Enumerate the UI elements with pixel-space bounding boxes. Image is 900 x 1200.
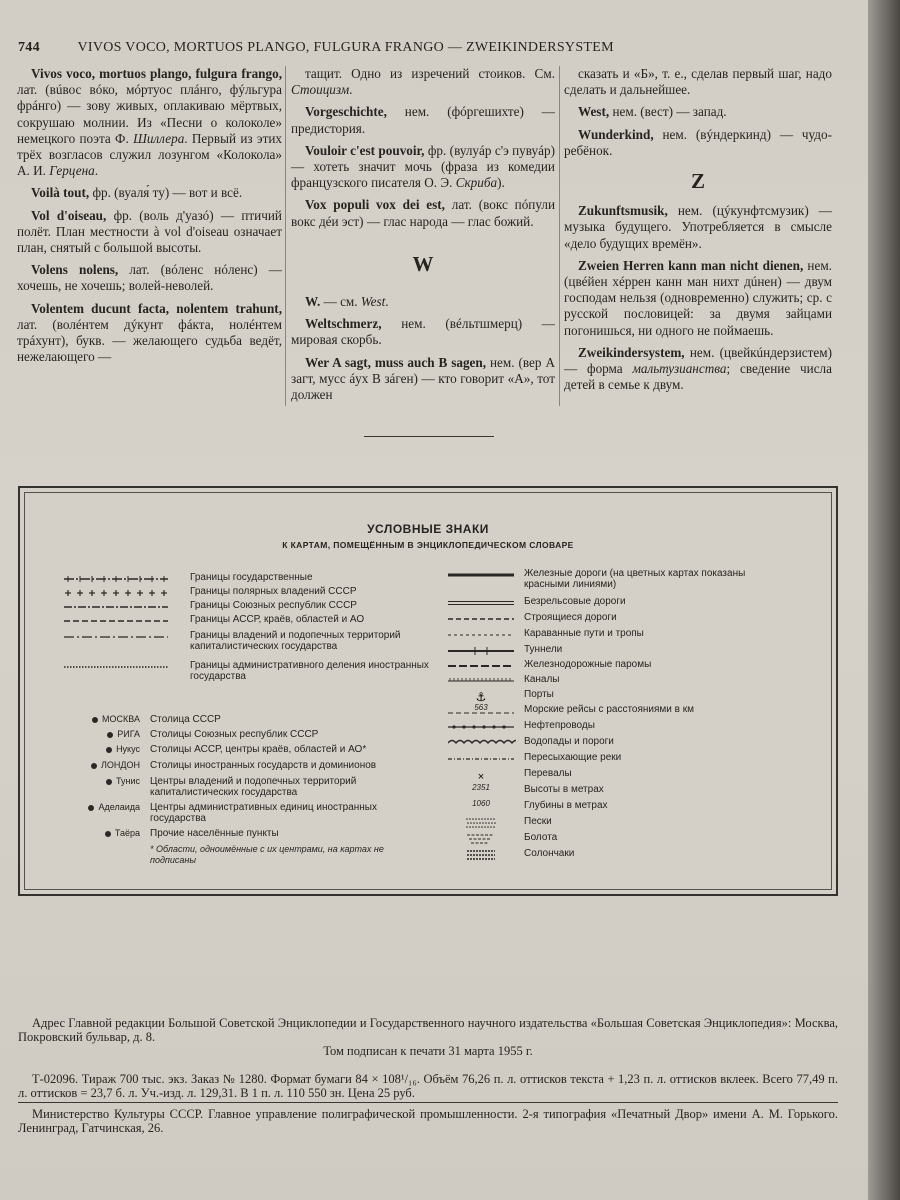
center-colonial-icon	[20, 776, 140, 787]
entry-definition: сказать и «Б», т. е., сделав первый шаг, надо сделать и дальнейшее.	[564, 66, 832, 98]
legend-label: Порты	[524, 689, 554, 700]
entry-headword: Volens nolens,	[31, 262, 119, 278]
legend-symbol-label: 1060	[472, 799, 490, 808]
height-icon	[448, 784, 516, 798]
salt-marsh-icon	[448, 848, 516, 862]
legend-title: УСЛОВНЫЕ ЗНАКИ	[367, 522, 489, 536]
column-3	[564, 66, 832, 399]
imprint-specs: Т-02096. Тираж 700 тыс. экз. Заказ № 1280. Формат бумаги 84 × 108¹/₁₆. Объём 76,26 п. л. оттисков текста + 1,23 п. л. оттисков вклеек. Всего 77,49 п. л. оттисков = 23,7 б. л. Уч.-изд. л. 129,31. В 1 п. л. 110 550 зн. Цена 25 руб.	[18, 1072, 838, 1100]
legend-label: Каналы	[524, 674, 560, 685]
entry-definition: фр. (вуаля́ ту) — вот и всё.	[89, 185, 243, 201]
entry-definition: ).	[497, 175, 505, 191]
city-dot-icon	[106, 747, 112, 753]
dictionary-entry	[291, 294, 555, 310]
dictionary-entry	[291, 197, 555, 229]
legend-label: Пересыхающие реки	[524, 752, 622, 763]
entry-headword: Voilà tout,	[31, 185, 90, 201]
entry-definition: нем. (цвéйен хéррен канн ман нихт дúнен) — двум господам нельзя (одновременно) служить; ср. с русской пословицей: за двумя зайцами погонишься, ни одного не поймаешь.	[564, 257, 832, 338]
city-dot-icon	[105, 831, 111, 837]
city-dot-icon	[88, 805, 94, 811]
entry-headword: Vol d'oiseau,	[31, 207, 107, 223]
dictionary-entry	[564, 203, 832, 252]
capital-ussr-icon	[20, 714, 140, 725]
city-example-name: Аделаида	[98, 802, 140, 812]
entry-headword: Volentem ducunt facta, nolentem trahunt,	[31, 300, 282, 316]
entry-definition: — см.	[320, 294, 361, 310]
entry-headword: West,	[578, 104, 610, 120]
book-edge	[868, 0, 900, 1200]
legend-label: Столицы АССР, центры краёв, областей и АО*	[150, 744, 367, 755]
swamp-icon	[448, 832, 516, 846]
entry-definition: лат. (волéнтем дýкунт фáкта, нолéнтем трáхунт), букв. — желающего судьба ведёт, нежелающего —	[17, 316, 282, 365]
dictionary-entry	[17, 185, 282, 201]
road-under-construction-line	[448, 612, 516, 626]
entry-definition: нем. (цýкунфтсмузик) — музыка будущего. Употребляется в смысле «дело будущих времён».	[564, 203, 832, 251]
drying-river-line	[448, 752, 516, 766]
svg-text:×: ×	[477, 771, 485, 782]
legend-label: Водопады и пороги	[524, 736, 614, 747]
city-dot-icon	[106, 779, 112, 785]
svg-text:⚓: ⚓	[475, 690, 487, 703]
imprint-address: Адрес Главной редакции Большой Советской Энциклопедии и Государственного научного издательства «Большая Советская Энциклопедия»: Москва, Покровский бульвар, д. 8.	[18, 1016, 838, 1044]
legend-label: Морские рейсы с расстояниями в км	[524, 704, 694, 715]
entry-definition: . Первый из этих трёх возгласов служил лозунгом «Колокола» А. И.	[17, 130, 282, 179]
dictionary-entry	[291, 104, 555, 136]
oil-pipeline-line	[448, 720, 516, 734]
entry-reference: Скриба	[455, 175, 498, 191]
port-icon	[448, 689, 516, 703]
dictionary-entry	[564, 66, 832, 98]
entry-reference: мальтузианства	[632, 361, 727, 377]
legend-label: Границы полярных владений СССР	[190, 586, 357, 597]
city-dot-icon	[92, 717, 98, 723]
dictionary-entry	[564, 258, 832, 339]
legend-label: Железные дороги (на цветных картах показаны красными линиями)	[524, 568, 746, 590]
legend-label: Железнодорожные паромы	[524, 659, 652, 670]
entry-headword: Zweikindersystem,	[578, 344, 685, 360]
settlement-icon	[20, 828, 140, 839]
legend-label: Высоты в метрах	[524, 784, 604, 795]
city-dot-icon	[91, 763, 97, 769]
running-title: VIVOS VOCO, MORTUOS PLANGO, FULGURA FRANGO — ZWEIKINDERSYSTEM	[77, 40, 614, 55]
city-example-name: Таёра	[114, 828, 140, 838]
border-admin-line	[60, 660, 180, 674]
border-colonial-line	[60, 630, 180, 644]
entry-definition: нем. (вýндеркинд) — чудо-ребёнок.	[564, 126, 832, 158]
legend-label: Пески	[524, 816, 552, 827]
border-union-line	[60, 600, 180, 614]
entry-definition: нем. (вéльтшмерц) — мировая скорбь.	[291, 316, 555, 348]
entry-headword: Zweien Herren kann man nicht dienen,	[578, 257, 804, 273]
legend-label: Туннели	[524, 644, 563, 655]
imprint-signed: Том подписан к печати 31 марта 1955 г.	[323, 1044, 533, 1058]
entry-headword: Vox populi vox dei est,	[305, 197, 445, 213]
legend-label: Солончаки	[524, 848, 575, 859]
legend-label: Болота	[524, 832, 558, 843]
legend-label: Центры административных единиц иностранных государства	[150, 802, 377, 824]
letter-heading-z: Z	[690, 169, 705, 194]
entry-headword: Wunderkind,	[578, 126, 654, 142]
dictionary-entry	[291, 143, 555, 192]
city-example-name: РИГА	[117, 729, 140, 739]
railway-line	[448, 568, 516, 582]
letter-heading-w: W	[412, 251, 434, 276]
imprint-printer: Министерство Культуры СССР. Главное управление полиграфической промышленности. 2-я типография «Печатный Двор» имени А. М. Горького. Ленинград, Гатчинская, 26.	[18, 1107, 838, 1135]
entry-definition: .	[349, 82, 353, 98]
dictionary-entry	[291, 66, 555, 98]
sand-icon	[448, 816, 516, 830]
entry-definition: фр. (воль д'уазó) — птичий полёт. План местности à vol d'oiseau означает план, снятый с большой высоты.	[17, 207, 282, 256]
entry-definition: .	[94, 163, 99, 179]
imprint-rule	[18, 1102, 838, 1103]
capital-assr-icon	[20, 744, 140, 755]
column-2	[291, 66, 555, 409]
legend-label: Границы государственные	[190, 572, 313, 583]
depth-icon	[448, 800, 516, 814]
entry-definition: лат. (вúвос вóко, мóртуос плáнго, фýльгура фрáнго) — зову живых, оплакиваю мёртвых, сокрушаю молнии. Из «Песни о колоколе» немецкого поэта Ф.	[17, 82, 282, 146]
legend-label: Границы Союзных республик СССР	[190, 600, 357, 611]
legend-symbol-label: 2351	[472, 783, 490, 792]
city-dot-icon	[107, 732, 113, 738]
entry-definition: нем. (вест) — запад.	[609, 104, 727, 120]
entry-definition: .	[385, 294, 389, 310]
city-example-name: ЛОНДОН	[100, 760, 140, 770]
entry-headword: W.	[305, 294, 321, 310]
city-example-name: МОСКВА	[102, 714, 140, 724]
page-number: 744	[18, 40, 40, 55]
dictionary-entry	[564, 345, 832, 394]
capital-foreign-icon	[20, 760, 140, 771]
legend-label: Центры владений и подопечных территорий капиталистических государства	[150, 776, 357, 798]
column-divider	[559, 66, 560, 406]
entry-headword: Wer A sagt, muss auch B sagen,	[305, 354, 487, 370]
legend-label: Нефтепроводы	[524, 720, 595, 731]
dictionary-entry	[17, 66, 282, 179]
legend-label: Столицы Союзных республик СССР	[150, 729, 319, 740]
canal-line	[448, 674, 516, 688]
legend-label: Границы административного деления иностранных государства	[190, 660, 429, 682]
dictionary-entry	[291, 316, 555, 348]
dictionary-entry	[564, 104, 832, 120]
column-1	[17, 66, 282, 371]
legend-subtitle: К КАРТАМ, ПОМЕЩЁННЫМ В ЭНЦИКЛОПЕДИЧЕСКОМ СЛОВАРЕ	[282, 540, 574, 550]
entry-definition: тащит. Одно из изречений стоиков. См.	[305, 66, 555, 81]
entry-reference: Герцена	[49, 163, 95, 179]
section-separator	[364, 436, 494, 437]
entry-definition: нем. (фóргешихте) — предистория.	[291, 104, 555, 136]
pass-icon	[448, 768, 516, 782]
dictionary-entry	[291, 355, 555, 404]
legend-label: Перевалы	[524, 768, 572, 779]
trackless-road-line	[448, 596, 516, 610]
entry-headword: Zukunftsmusik,	[578, 203, 668, 219]
entry-reference: West	[360, 294, 386, 310]
tunnel-line	[448, 644, 516, 658]
entry-headword: Weltschmerz,	[305, 316, 382, 332]
legend-label: Столица СССР	[150, 714, 221, 725]
entry-definition: нем. (вер А загт, мусс áух В зáген) — кто говорит «А», тот должен	[291, 354, 555, 403]
legend-symbol-label: 563	[474, 703, 488, 712]
column-divider	[285, 66, 286, 406]
entry-definition: нем. (цвейкúндерзистем) — форма	[564, 344, 832, 377]
entry-headword: Vorgeschichte,	[305, 104, 387, 120]
legend-label: Столицы иностранных государств и доминионов	[150, 760, 377, 771]
legend-label: Границы АССР, краёв, областей и АО	[190, 614, 365, 625]
dictionary-entry	[17, 262, 282, 294]
entry-definition: фр. (вулуáр с'э пувуáр) — хотеть значит мочь (фраза из комедии французского писателя О. Э.	[291, 142, 555, 191]
entry-headword: Vouloir c'est pouvoir,	[305, 142, 425, 158]
city-example-name: Тунис	[116, 776, 140, 786]
legend-footnote: * Области, одноимённые с их центрами, на картах не подписаны	[150, 844, 384, 865]
border-state-line	[60, 572, 180, 586]
capital-republic-icon	[20, 729, 140, 740]
legend-label: Границы владений и подопечных территорий капиталистических государства	[190, 630, 401, 652]
caravan-route-line	[448, 628, 516, 642]
sea-route-line	[448, 704, 516, 718]
border-assr-line	[60, 614, 180, 628]
dictionary-entry	[17, 301, 282, 366]
rail-ferry-line	[448, 659, 516, 673]
legend-label: Караванные пути и тропы	[524, 628, 644, 639]
legend-label: Безрельсовые дороги	[524, 596, 626, 607]
entry-definition: ; сведение числа детей в семье к двум.	[564, 361, 832, 393]
entry-reference: Шиллера	[133, 130, 185, 146]
entry-definition: лат. (вокс пóпули вокс дéи эст) — глас народа — глас божий.	[291, 197, 555, 229]
legend-label: Глубины в метрах	[524, 800, 608, 811]
dictionary-entry	[564, 127, 832, 159]
legend-label: Строящиеся дороги	[524, 612, 617, 623]
entry-reference: Стоицизм	[291, 82, 350, 98]
running-header	[18, 40, 838, 56]
city-example-name: Нукус	[116, 744, 140, 754]
center-admin-icon	[20, 802, 140, 813]
legend-label: Прочие населённые пункты	[150, 828, 279, 839]
map-legend	[18, 486, 838, 896]
entry-headword: Vivos voco, mortuos plango, fulgura frango,	[31, 66, 282, 81]
dictionary-entry	[17, 208, 282, 257]
entry-definition: лат. (вóленс нóленс) — хочешь, не хочешь; волей-неволей.	[17, 262, 282, 294]
waterfall-line	[448, 736, 516, 750]
border-polar-line	[60, 586, 180, 600]
